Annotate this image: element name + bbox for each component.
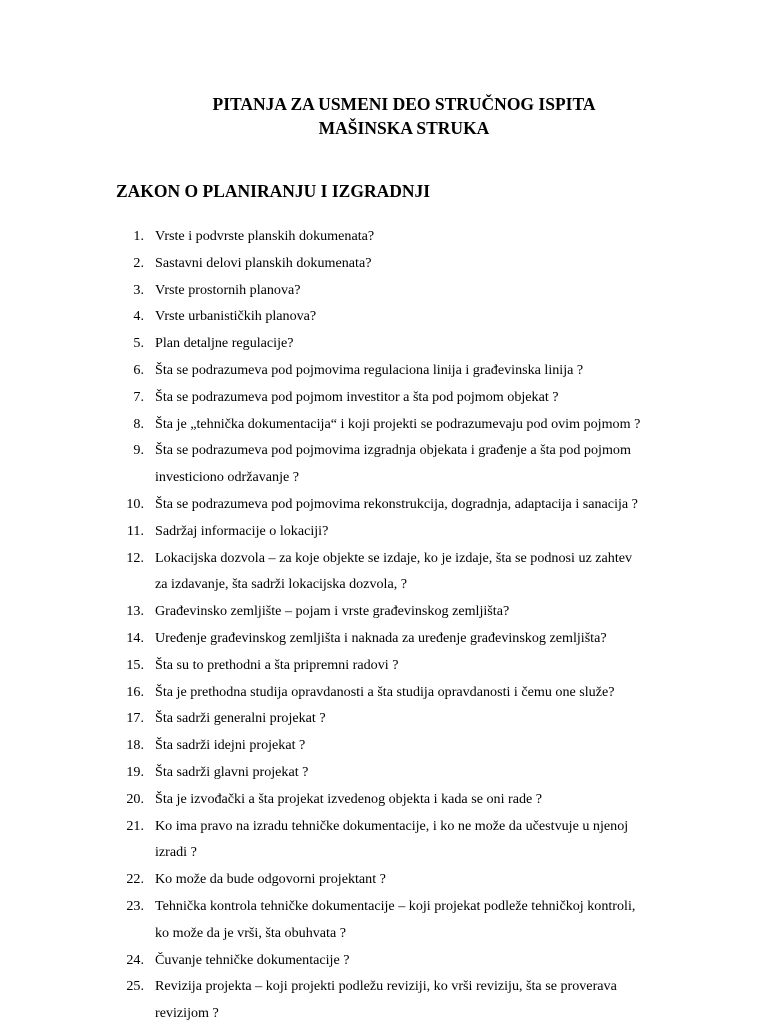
question-item	[0, 223, 768, 250]
question-text: Šta se podrazumeva pod pojmom investitor a šta pod pojmom objekat ?	[155, 388, 559, 405]
question-item	[0, 330, 768, 357]
question-item	[0, 679, 768, 706]
question-number: 12.	[126, 549, 144, 566]
question-number: 17.	[126, 710, 144, 727]
document-title: PITANJA ZA USMENI DEO STRUČNOG ISPITA	[212, 94, 596, 114]
question-text: Šta je „tehnička dokumentacija“ i koji projekti se podrazumevaju pod ovim pojmom ?	[155, 415, 641, 432]
question-text: Ko ima pravo na izradu tehničke dokumentacije, i ko ne može da učestvuje u njenoj	[155, 817, 629, 834]
question-text: Ko može da bude odgovorni projektant ?	[155, 871, 386, 888]
question-item	[0, 947, 768, 974]
question-number: 20.	[126, 790, 144, 807]
question-text: Šta se podrazumeva pod pojmovima izgradnja objekata i građenje a šta pod pojmom	[155, 442, 631, 459]
question-number: 4.	[133, 308, 144, 325]
question-text: Revizija projekta – koji projekti podležu reviziji, ko vrši reviziju, šta se proverava	[155, 978, 617, 995]
question-text: Šta se podrazumeva pod pojmovima rekonstrukcija, dogradnja, adaptacija i sanacija ?	[155, 495, 638, 512]
question-item	[0, 491, 768, 518]
question-item	[0, 625, 768, 652]
question-item	[0, 893, 768, 947]
question-number: 21.	[126, 817, 144, 834]
section-heading: ZAKON O PLANIRANJU I IZGRADNJI	[116, 181, 431, 201]
question-item	[0, 973, 768, 1027]
question-text: Tehnička kontrola tehničke dokumentacije – koji projekat podleže tehničkoj kontroli,	[155, 897, 636, 914]
question-item	[0, 437, 768, 491]
question-text: revizijom ?	[155, 1005, 219, 1022]
question-text: za izdavanje, šta sadrži lokacijska dozvola, ?	[155, 576, 408, 593]
question-text: Vrste i podvrste planskih dokumenata?	[155, 228, 375, 244]
question-item	[0, 411, 768, 438]
question-number: 22.	[126, 871, 144, 888]
question-text: Šta sadrži glavni projekat ?	[155, 763, 309, 780]
question-number: 19.	[126, 763, 144, 780]
question-number: 2.	[133, 254, 144, 271]
question-text: Šta sadrži generalni projekat ?	[155, 710, 326, 727]
question-number: 11.	[126, 522, 144, 539]
question-text: Uređenje građevinskog zemljišta i naknada za uređenje građevinskog zemljišta?	[155, 629, 607, 646]
question-number: 24.	[126, 951, 144, 968]
question-text: Šta su to prethodni a šta pripremni radovi ?	[155, 656, 399, 673]
question-item	[0, 277, 768, 304]
question-list	[0, 223, 768, 1027]
question-item	[0, 357, 768, 384]
question-item	[0, 786, 768, 813]
question-text: investiciono održavanje ?	[155, 469, 300, 486]
question-item	[0, 303, 768, 330]
document-subtitle: MAŠINSKA STRUKA	[318, 118, 490, 138]
question-number: 8.	[133, 415, 144, 432]
question-text: Lokacijska dozvola – za koje objekte se izdaje, ko je izdaje, šta se podnosi uz zahtev	[155, 549, 633, 566]
question-item	[0, 384, 768, 411]
question-number: 25.	[126, 978, 144, 995]
question-item	[0, 545, 768, 599]
question-item	[0, 518, 768, 545]
question-number: 13.	[126, 603, 144, 620]
question-number: 10.	[126, 495, 144, 512]
question-text: Sadržaj informacije o lokaciji?	[155, 522, 329, 539]
question-number: 16.	[126, 683, 144, 700]
question-item	[0, 732, 768, 759]
question-text: izradi ?	[155, 844, 197, 861]
question-number: 9.	[133, 442, 144, 459]
question-text: Šta sadrži idejni projekat ?	[155, 737, 306, 754]
question-item	[0, 813, 768, 867]
question-item	[0, 652, 768, 679]
question-number: 1.	[133, 228, 144, 244]
question-number: 18.	[126, 737, 144, 754]
question-text: ko može da je vrši, šta obuhvata ?	[155, 924, 346, 941]
question-number: 23.	[126, 897, 144, 914]
question-text: Plan detaljne regulacije?	[155, 335, 294, 352]
question-number: 5.	[133, 335, 144, 352]
question-text: Vrste urbanističkih planova?	[155, 308, 317, 325]
question-item	[0, 866, 768, 893]
question-text: Sastavni delovi planskih dokumenata?	[155, 254, 372, 271]
question-item	[0, 598, 768, 625]
question-text: Vrste prostornih planova?	[155, 281, 301, 298]
question-text: Šta je izvođački a šta projekat izvedenog objekta i kada se oni rade ?	[155, 790, 543, 807]
question-item	[0, 705, 768, 732]
question-text: Šta je prethodna studija opravdanosti a šta studija opravdanosti i čemu one služe?	[155, 683, 615, 700]
question-text: Šta se podrazumeva pod pojmovima regulaciona linija i građevinska linija ?	[155, 361, 584, 378]
question-number: 15.	[126, 656, 144, 673]
question-number: 7.	[133, 388, 144, 405]
question-number: 14.	[126, 629, 144, 646]
question-number: 3.	[133, 281, 144, 298]
question-text: Građevinsko zemljište – pojam i vrste građevinskog zemljišta?	[155, 603, 510, 620]
question-item	[0, 250, 768, 277]
question-number: 6.	[133, 361, 144, 378]
question-item	[0, 759, 768, 786]
question-text: Čuvanje tehničke dokumentacije ?	[155, 951, 350, 968]
